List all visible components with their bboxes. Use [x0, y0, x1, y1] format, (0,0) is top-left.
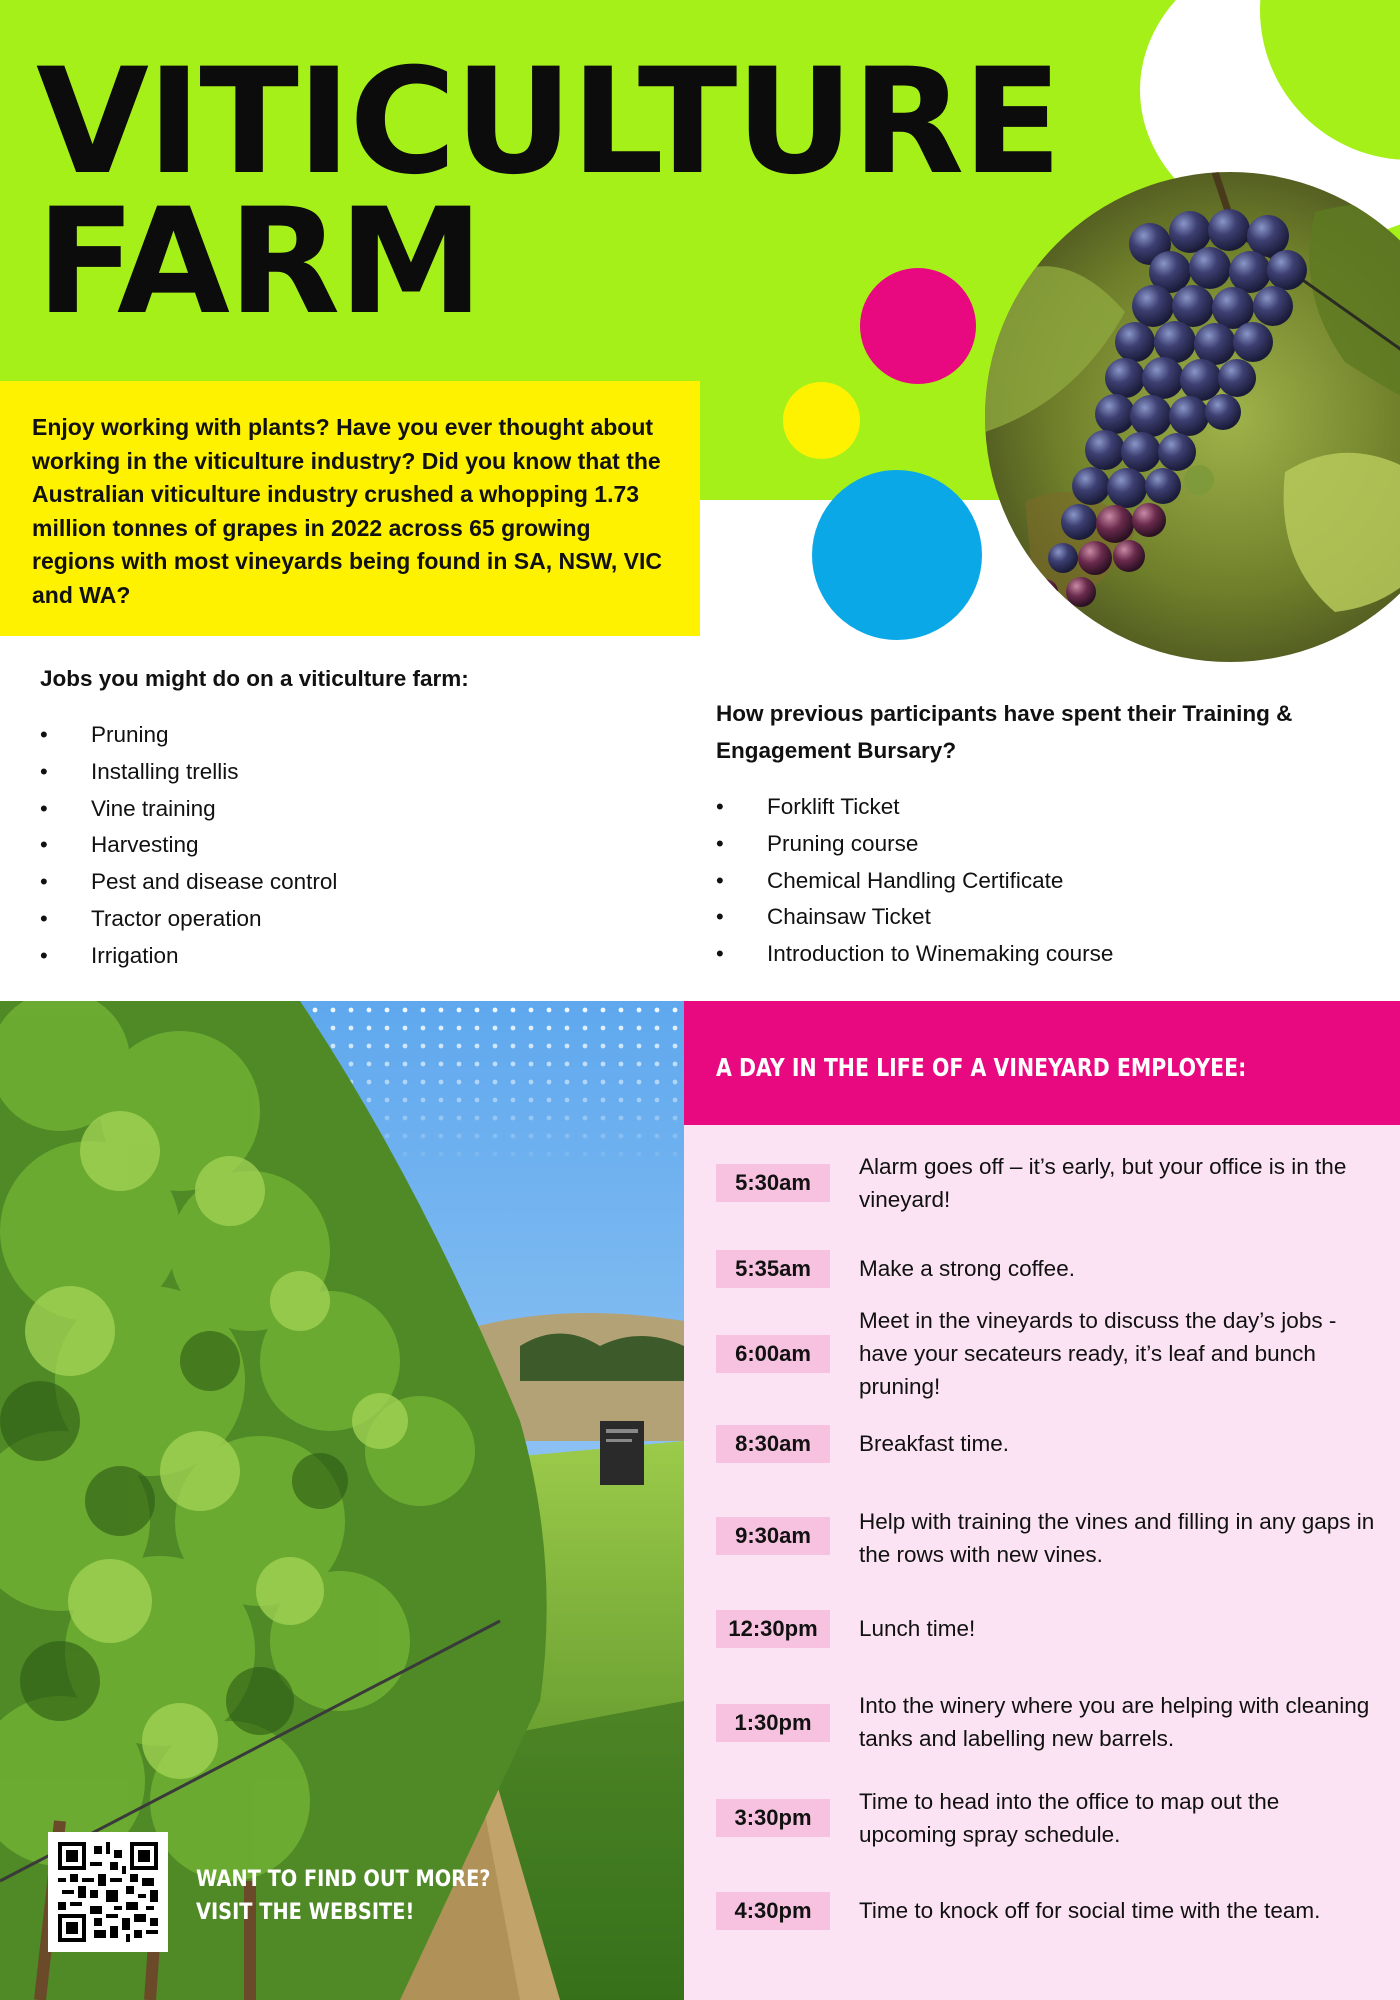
schedule-time: 4:30pm — [716, 1892, 830, 1930]
schedule-description: Time to knock off for social time with the team. — [859, 1898, 1321, 1923]
cta-line-2: VISIT THE WEBSITE! — [196, 1899, 415, 1925]
schedule-time: 1:30pm — [716, 1704, 830, 1742]
list-item: • Pruning — [40, 717, 680, 754]
schedule-time: 9:30am — [716, 1517, 830, 1555]
schedule-description: Make a strong coffee. — [859, 1256, 1075, 1281]
intro-text: Enjoy working with plants? Have you ever thought about working in the viticulture industry? Did you know that the Australian viticulture industry crushed a whopping 1.73 million tonnes of grapes in 2022 across 65 growing regions with most vineyards being found in SA, NSW, VIC and WA? — [32, 414, 663, 608]
decorative-yellow-dot — [783, 382, 860, 459]
title-line-2: FARM — [36, 177, 482, 347]
bursary-list — [716, 789, 1376, 973]
schedule-description: Lunch time! — [859, 1616, 976, 1641]
schedule-description: Meet in the vineyards to discuss the day’s jobs - have your secateurs ready, it’s leaf and bunch pruning! — [859, 1308, 1337, 1399]
bursary-heading: How previous participants have spent their Training & Engagement Bursary? — [716, 701, 1293, 763]
schedule-description: Into the winery where you are helping with cleaning tanks and labelling new barrels. — [859, 1693, 1370, 1751]
day-in-life-title: A DAY IN THE LIFE OF A VINEYARD EMPLOYEE: — [716, 1053, 1247, 1082]
jobs-list — [40, 717, 680, 975]
jobs-heading: Jobs you might do on a viticulture farm: — [40, 666, 469, 691]
cta-line-1: WANT TO FIND OUT MORE? — [196, 1866, 491, 1892]
list-item: • Pest and disease control — [40, 864, 680, 901]
list-item: • Installing trellis — [40, 754, 680, 791]
bursary-section — [716, 695, 1376, 973]
decorative-pink-dot — [860, 268, 976, 384]
schedule-description: Breakfast time. — [859, 1431, 1010, 1456]
website-qr-code[interactable] — [48, 1832, 168, 1952]
list-item: • Irrigation — [40, 938, 680, 975]
intro-box — [0, 381, 700, 636]
schedule-description: Time to head into the office to map out the upcoming spray schedule. — [859, 1789, 1280, 1847]
day-in-life-header — [684, 1001, 1400, 1125]
decorative-blue-dot — [812, 470, 982, 640]
website-call-to-action[interactable] — [196, 1863, 540, 1929]
title-line-1: VITICULTURE — [36, 37, 1061, 207]
list-item: • Pruning course — [716, 826, 1376, 863]
list-item: • Introduction to Winemaking course — [716, 936, 1376, 973]
list-item: • Tractor operation — [40, 901, 680, 938]
schedule-time: 8:30am — [716, 1425, 830, 1463]
schedule-time: 12:30pm — [716, 1610, 830, 1648]
jobs-section — [40, 660, 680, 975]
schedule-description: Help with training the vines and filling in any gaps in the rows with new vines. — [859, 1509, 1375, 1567]
schedule-time: 6:00am — [716, 1335, 830, 1373]
list-item: • Harvesting — [40, 827, 680, 864]
list-item: • Vine training — [40, 791, 680, 828]
list-item: • Chemical Handling Certificate — [716, 863, 1376, 900]
schedule-time: 5:35am — [716, 1250, 830, 1288]
list-item: • Forklift Ticket — [716, 789, 1376, 826]
schedule-time: 5:30am — [716, 1164, 830, 1202]
schedule-description: Alarm goes off – it’s early, but your office is in the vineyard! — [859, 1154, 1347, 1212]
list-item: • Chainsaw Ticket — [716, 899, 1376, 936]
schedule-time: 3:30pm — [716, 1799, 830, 1837]
